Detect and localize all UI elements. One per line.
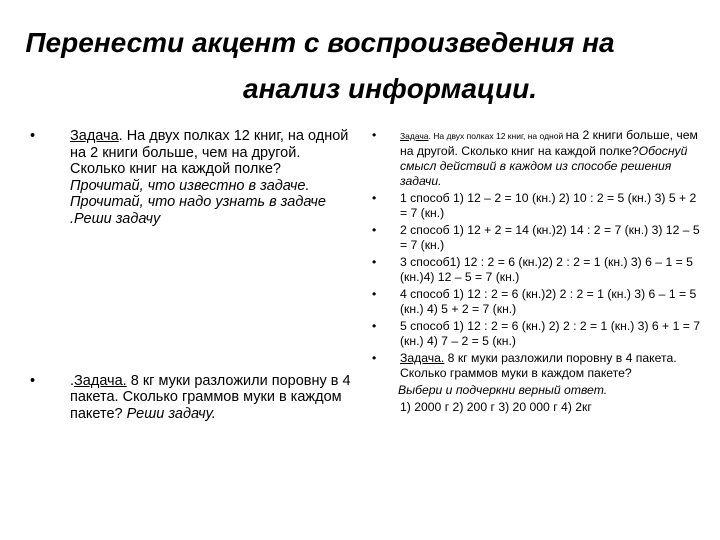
task-label: Задача xyxy=(400,131,429,141)
task-text: 8 кг муки разложили поровну в 4 пакета. Сколько граммов муки в каждом пакете? xyxy=(400,351,677,380)
bullet: • xyxy=(372,287,377,301)
bullet: • xyxy=(372,128,377,142)
solution-text: 4 способ 1) 12 : 2 = 6 (кн.)2) 2 : 2 = 1 (кн.) 3) 6 – 1 = 5 (кн.) 4) 5 + 2 = 7 (кн.) xyxy=(400,287,697,316)
right-column xyxy=(372,128,702,415)
task-instruction-tail: .Реши задачу xyxy=(70,210,161,227)
right-task-2 xyxy=(372,351,702,381)
solution-item-5 xyxy=(372,319,702,349)
bullet: • xyxy=(372,351,377,365)
solution-text: 5 способ 1) 12 : 2 = 6 (кн.) 2) 2 : 2 = 1 (кн.) 3) 6 + 1 = 7 (кн.) 4) 7 – 2 = 5 (кн.) xyxy=(400,319,701,348)
task-instruction: Обоснуй смысл действий в каждом из способе решения задачи. xyxy=(400,144,688,188)
left-task-1 xyxy=(30,128,355,228)
page-title-line-2: анализ информации. xyxy=(243,73,537,104)
solution-text: 3 способ1) 12 : 2 = 6 (кн.)2) 2 : 2 = 1 (кн.) 3) 6 – 1 = 5 (кн.)4) 12 – 5 = 7 (кн.) xyxy=(400,255,693,284)
task-text-small: . На двух полках 12 книг, на одной xyxy=(428,131,566,141)
solution-text: 1 способ 1) 12 – 2 = 10 (кн.) 2) 10 : 2 = 5 (кн.) 3) 5 + 2 = 7 (кн.) xyxy=(400,191,697,220)
task-prefix: . xyxy=(70,372,75,389)
right-task-1 xyxy=(372,128,702,189)
bullet: • xyxy=(30,372,36,389)
solution-text: 2 способ 1) 12 + 2 = 14 (кн.)2) 14 : 2 = 7 (кн.) 3) 12 – 5 = 7 (кн.) xyxy=(400,223,700,252)
left-column xyxy=(30,128,355,422)
left-task-2 xyxy=(30,373,355,423)
solution-item-2 xyxy=(372,223,702,253)
solution-item-3 xyxy=(372,255,702,285)
task-text: 8 кг муки разложили поровну в 4 пакета. Сколько граммов муки в каждом пакете? xyxy=(70,372,351,422)
bullet: • xyxy=(372,319,377,333)
task-instruction: Прочитай, что известно в задаче. Прочитай, что надо узнать в задаче xyxy=(70,177,327,211)
solution-item-4 xyxy=(372,287,702,317)
bullet: • xyxy=(372,191,377,205)
task-instruction: Реши задачу. xyxy=(126,405,216,422)
solution-item-1 xyxy=(372,191,702,221)
task-text: . На двух полках 12 книг, на одной на 2 книги больше, чем на другой. Сколько книг на каждой полке? xyxy=(70,128,349,178)
task-label: Задача. xyxy=(74,372,127,389)
bullet: • xyxy=(30,128,36,144)
bullet: • xyxy=(372,255,377,269)
task-label: Задача. xyxy=(400,351,445,365)
page-title-line-1: Перенести акцент с воспроизведения на xyxy=(25,27,615,58)
task-label: Задача xyxy=(70,128,119,144)
answer-options: 1) 2000 г 2) 200 г 3) 20 000 г 4) 2кг xyxy=(400,400,592,414)
task-text: на 2 книги больше, чем на другой. Сколько книг на каждой полке? xyxy=(400,128,698,158)
answer-instruction: Выбери и подчеркни верный ответ. xyxy=(398,383,608,397)
bullet: • xyxy=(372,223,377,237)
